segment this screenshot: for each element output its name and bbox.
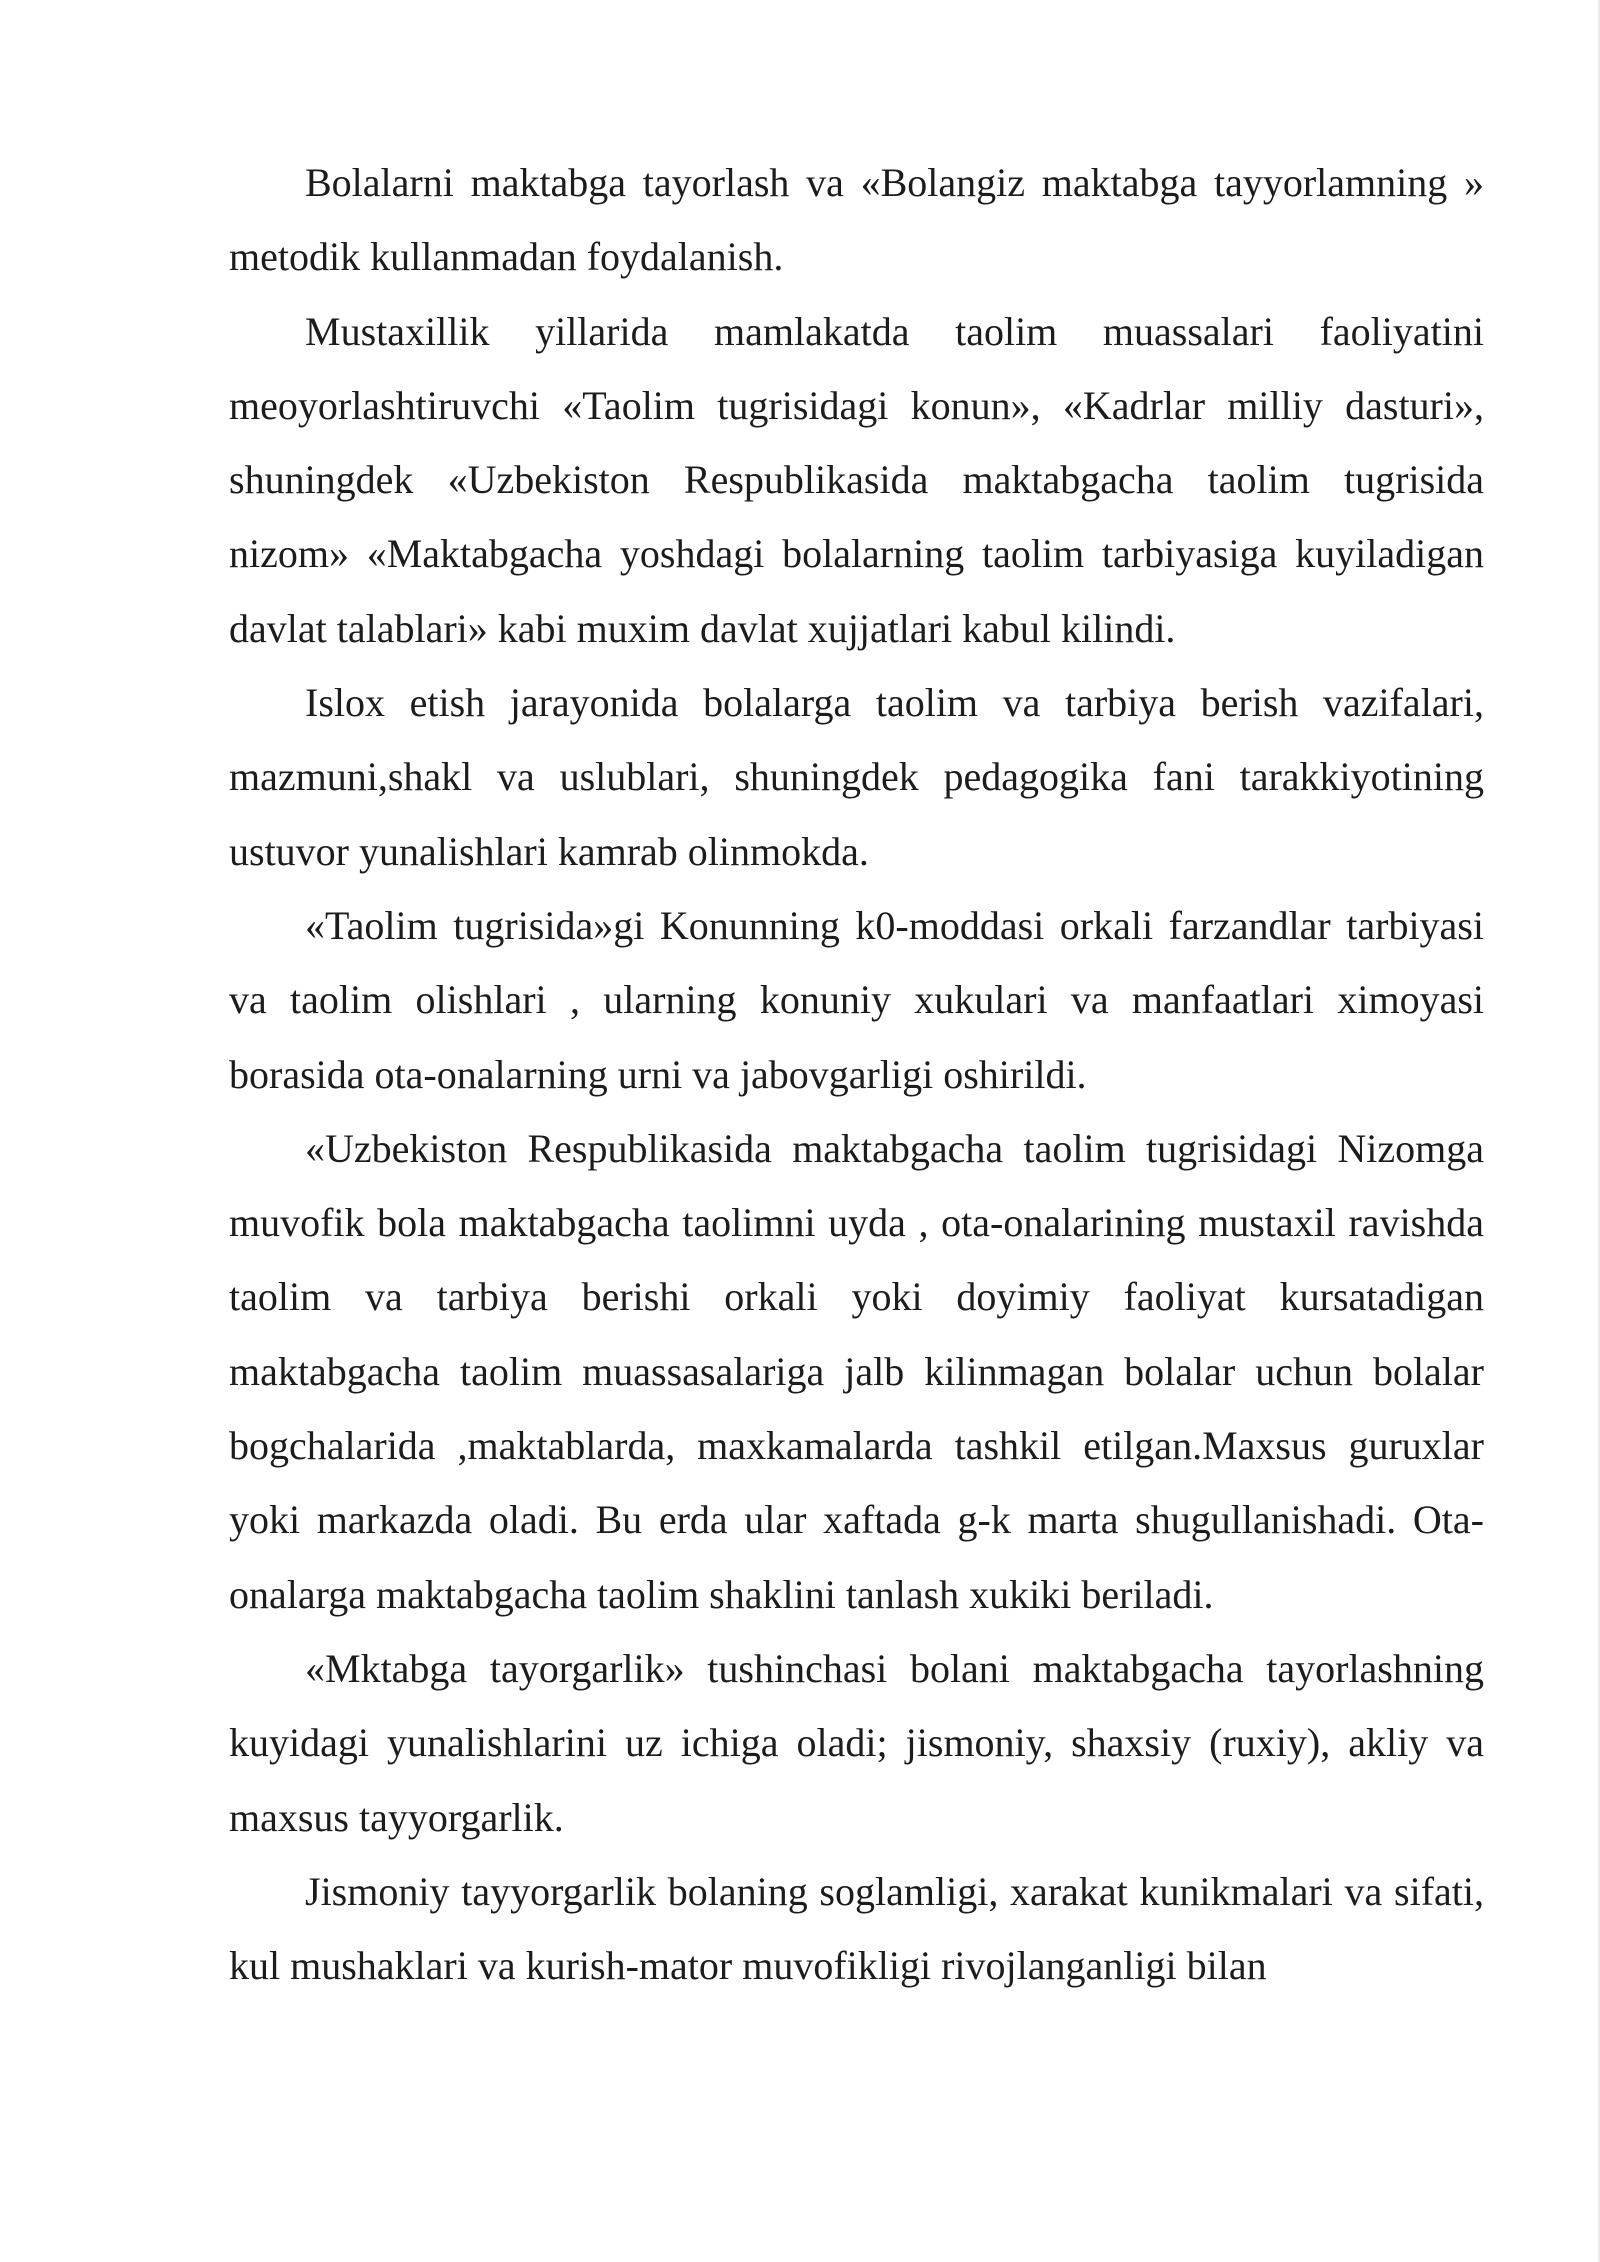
- document-body: [229, 146, 1484, 2003]
- paragraph-3: Islox etish jarayonida bolalarga taolim va tarbiya berish vazifalari, mazmuni,shakl va uslublari, shuningdek pedagogika fani tarakkiyotining ustuvor yunalishlari kamrab olinmokda.: [229, 680, 1484, 874]
- paragraph-4: «Taolim tugrisida»gi Konunning k0-moddasi orkali farzandlar tarbiyasi va taolim olishlari , ularning konuniy xukulari va manfaatlari ximoyasi borasida ota-onalarning urni va jabovgarligi oshirildi.: [229, 902, 1484, 1097]
- paragraph-1: Bolalarni maktabga tayorlash va «Bolangiz maktabga tayyorlamning » metodik kullanmadan foydalanish.: [229, 160, 1484, 280]
- paragraph-7: Jismoniy tayyorgarlik bolaning soglamligi, xarakat kunikmalari va sifati, kul mushaklari va kurish-mator muvofikligi rivojlanganligi bilan: [229, 1868, 1484, 1989]
- paragraph-5: «Uzbekiston Respublikasida maktabgacha taolim tugrisidagi Nizomga muvofik bola maktabgacha taolimni uyda , ota-onalarining mustaxil ravishda taolim va tarbiya berishi orkali yoki doyimiy faoliyat kursatadigan maktabgacha taolim muassasalariga jalb kilinmagan bolalar uchun bolalar bogchalarida ,maktablarda, maxkamalarda tashkil etilgan.Maxsus guruxlar yoki markazda oladi. Bu erda ular xaftada g-k marta shugullanishadi. Ota-onalarga maktabgacha taolim shaklini tanlash xukiki beriladi.: [229, 1125, 1484, 1617]
- paragraph-6: «Mktabga tayorgarlik» tushinchasi bolani maktabgacha tayorlashning kuyidagi yunalishlarini uz ichiga oladi; jismoniy, shaxsiy (ruxiy), akliy va maxsus tayyorgarlik.: [229, 1645, 1484, 1840]
- paragraph-2: Mustaxillik yillarida mamlakatda taolim muassalari faoliyatini meoyorlashtiruvchi «Taolim tugrisidagi konun», «Kadrlar milliy dasturi», shuningdek «Uzbekiston Respublikasida maktabgacha taolim tugrisida nizom» «Maktabgacha yoshdagi bolalarning taolim tarbiyasiga kuyiladigan davlat talablari» kabi muxim davlat xujjatlari kabul kilindi.: [229, 308, 1484, 651]
